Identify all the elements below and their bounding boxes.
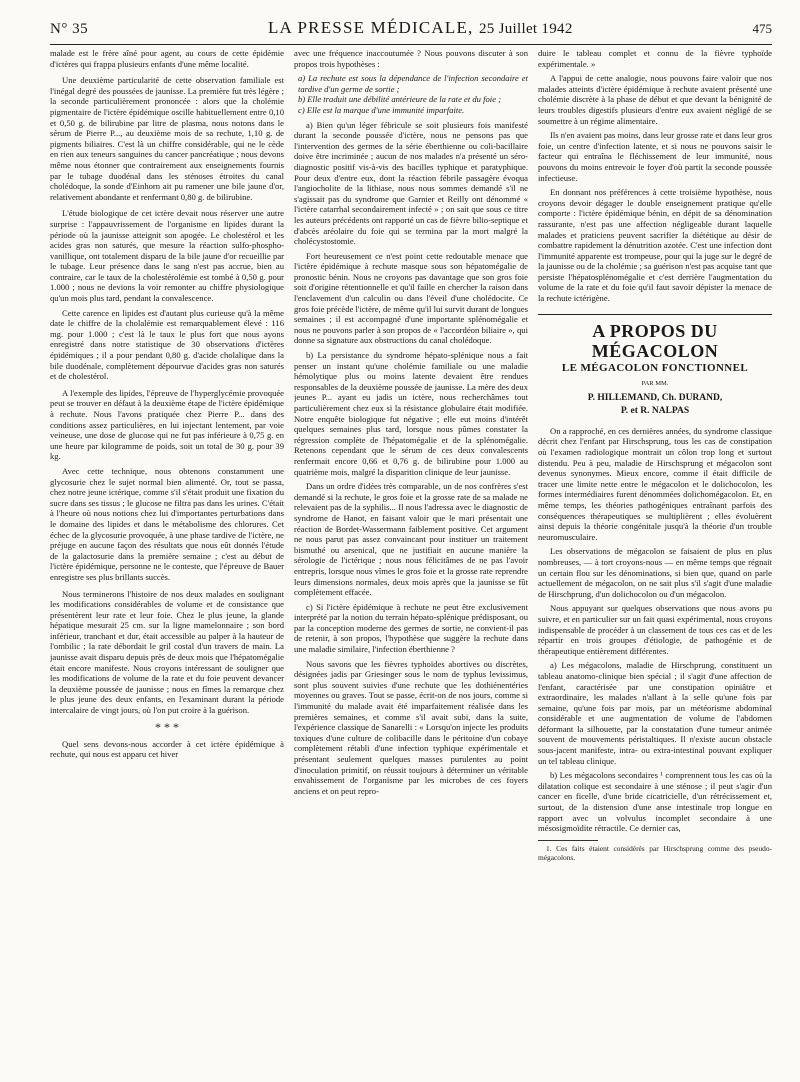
paragraph: L'étude biologique de cet ictère devait nous réserver une autre surprise : l'appauvrissement de l'organisme en lipides durant la période où la jaunisse atteignit son apogée. Le cholestérol et les acides gras non saturés, que mesure la réaction sulfo-phospho-vanillique, ont totalement disparu de la bile jaune d'or recueillie par le tubage. Leur présence dans le sang n'est pas accrue, bien au contraire, car le taux de la cholestérolémie est tombé à 0,50 g. pour 1.000 ; nous ne devions la voir remonter au chiffre physiologique qu'un mois plus tard, pendant la convalescence. [50,208,284,304]
paragraph: Nous terminerons l'histoire de nos deux malades en soulignant les modifications considérables de volume et de consistance que présentèrent leur rate et leur foie. Chez le plus jeune, la glande hépatique mesurait 25 cm. sur la ligne mamelonnaire ; son bord inférieur, tranchant et dur, était accessible au palper à la hauteur de l'ombilic ; la rate débordait le gril costal d'un travers de main. La jaunisse avait disparu depuis près de deux mois que l'hépatomégalie était encore manifeste. Nous croyons intéressant de souligner que les modifications de volume de la rate et du foie peuvent devancer la deuxième poussée de jaunisse ; nous en fîmes la remarque chez le plus jeune des deux enfants, en l'examinant durant la période intercalaire de vingt jours, où l'on put croire à la guérison. [50,588,284,716]
column-3 [538,48,772,1072]
paragraph: Cette carence en lipides est d'autant plus curieuse qu'à la même date le chiffre de la cholalémie est remarquablement élevé : 116 mg. pour 1.000 ; c'est là le taux le plus fort que nous ayons enregistré dans notre statistique de 30 observations d'ictères épidémiques ; il a pour pendant 0,80 g. d'acide cholalique dans la bile duodénale, complètement dépourvue d'acides gras non saturés et de cholestérol. [50,307,284,382]
article-divider [538,314,772,315]
article-subtitle: LE MÉGACOLON FONCTIONNEL [561,361,749,374]
byline-prefix: PAR MM. [641,380,669,388]
hypothesis-b: b) Elle traduit une débilité antérieure de la rate et du foie ; [298,94,502,105]
paragraph: b) Les mégacolons secondaires ¹ comprennent tous les cas où la dilatation colique est secondaire à une sténose ; il peut s'agir d'un cancer en ficelle, d'une bride cicatricielle, d'un rétrécissement et, surtout, de la distension d'une anse intestinale trop longue en rapport avec un volvulus incomplet secondaire à une mésosigmoïdite rétractile. Ce dernier cas, [538,770,772,834]
hypothesis-a: a) La rechute est sous la dépendance de l'infection secondaire et tardive d'un germe de sortie ; [298,73,528,94]
paragraph: duire le tableau complet et connu de la fièvre typhoïde expérimentale. » [538,48,772,69]
paragraph: On a rapproché, en ces dernières années, du syndrome classique décrit chez l'enfant par Hirschsprung, tous les cas de constipation où l'examen radiologique montrait un côlon trop long et surtout distendu. Peu à peu, maladie de Hirschsprung et mégacolon sont devenus synonymes. Mieux encore, comme il était difficile de tracer une limite nette entre le mégacolon et le dolichocolon, les formes intermédiaires furent dénommées dolichomégacolon. Et, en même temps, les théories pathogéniques entraînant parfois des conséquences thérapeutiques se multiplièrent ; elles évoluèrent ainsi depuis la théorie congénitale jusqu'à la théorie d'un trouble neuromusculaire. [538,425,772,542]
authors-line-2: P. et R. NALPAS [620,405,690,416]
authors-line-1: P. HILLEMAND, Ch. DURAND, [587,392,723,403]
article-title: A PROPOS DU MÉGACOLON [591,320,719,361]
paragraph: Une deuxième particularité de cette observation familiale est l'inégal degré des poussées de jaunisse. La première fut très légère ; la seconde particulièrement prononcée : alors que la cholémie pigmentaire de l'ictère épidémique oscille habituellement entre 0,10 et 0,50 g. de bilirubine par litre de plasma, nous notons dans le sérum de Pierre P..., au deuxième mois de sa rechute, 1,10 g. de pigments biliaires. C'est là un chiffre considérable, qui ne le cède en rien aux teneurs sanguines du cancer pancréatique ; nous devons même nous étonner que contrairement aux enseignements fournis par le tubage duodénal dans les sténoses étroites du canal cholédoque, la sonde d'Einhorn ait pu ramener une bile jaune d'or, relativement abondante et renfermant 0,80 g. de bilirubine. [50,75,284,202]
journal-title [268,18,573,38]
column-1 [50,48,284,1072]
footnote: 1. Ces faits étaient considérés par Hirschsprung comme des pseudo-mégacolons. [538,843,772,862]
issue-number: N° 35 [50,21,89,37]
article-authors [538,392,772,418]
paragraph: avec une fréquence inaccoutumée ? Nous pouvons discuter à son propos trois hypothèses : [294,48,528,69]
journal-name: LA PRESSE MÉDICALE, [267,18,474,37]
paragraph: Avec cette technique, nous obtenons constamment une glycosurie chez le sujet normal bien alimenté. Or, tout se passa, chez notre jeune ictérique, comme s'il s'était produit une fixation du sucre dans ses tissus ; le glucose ne filtra pas dans les urines. C'était à l'heure où nous notions chez lui d'importantes perturbations dans le domaine des lipides et dans le métabolisme des chlorures. Cet échec de la glycosurie provoquée, à une phase tardive de l'ictère, ne préjuge en aucune façon des résultats que nous eût donnés l'étude de la galactosurie dans la première semaine ; c'est au début de l'ictère épidémique, personne ne le conteste, que l'épreuve de Bauer enregistre ses plus brillants succès. [50,465,284,582]
paragraph: A l'exemple des lipides, l'épreuve de l'hyperglycémie provoquée peut se trouver en défaut à la deuxième étape de l'ictère épidémique à rechute. Nous l'avons pratiquée chez Pierre P... dans des conditions assez particulières, en lui injectant lentement, par voie veineuse, une dose de glucose qui ne fut pas inférieure à 0,75 g. en une heure par kilogramme de poids, soit un total de 30 g. pour 39 kg. [50,387,284,462]
paragraph: Nous appuyant sur quelques observations que nous avons pu suivre, et en particulier sur un fait quasi expérimental, nous croyons indispensable de procéder à un classement de tous ces cas et de les répartir en trois groupes d'étiologie, de pathogénie et de thérapeutique entièrement différentes. [538,603,772,656]
paragraph: A l'appui de cette analogie, nous pouvons faire valoir que nos malades atteints d'ictère épidémique à rechute avaient présenté une cholémie discrète à la phase de début et que devant la bénignité de leurs troubles digestifs plusieurs d'entre eux avaient négligé de se soumettre à un régime alimentaire. [538,73,772,126]
paragraph: En donnant nos préférences à cette troisième hypothèse, nous croyons devoir dégager le double enseignement pratique qu'elle comporte : l'ictère épidémique bénin, en dépit de sa dénomination rassurante, n'est pas une affection négligeable durant laquelle malades et praticiens peuvent sacrifier la diététique au désir de combattre rapidement la dénutrition azotée. C'est une infection dont l'immunité apparente est trompeuse, pour qui la juge sur le degré de la jaunisse ou de la cholémie ; sa guérison n'est pas acquise tant que persiste l'hépatosplénomégalie et c'est derrière l'augmentation du volume de la rate et du foie qu'il faut savoir dépister la menace de la rechute ictérigène. [538,187,772,304]
paragraph: b) La persistance du syndrome hépato-splénique nous a fait penser un instant qu'une cholémie familiale ou une maladie hémolytique plus ou moins latente devaient être rendues responsables de la deuxième poussée de jaunisse. La mère des deux jeunes P... ayant eu jadis un ictère, nous recherchâmes tout particulièrement chez eux si la résistance globulaire était modifiée. Notre enquête biologique fut négative ; elle eut moins d'intérêt quelques semaines plus tard, lorsque nous pûmes constater la régression complète de l'hépatomégalie et de la splénomégalie. Retenons cependant que le sérum de ces deux convalescents renfermait encore 0,66 et 0,76 g. de bilirubine pour 1.000 au quatrième mois, malgré la disparition clinique de leur jaunisse. [294,350,528,477]
section-separator: * * * [155,719,179,734]
footnote-rule [538,840,598,841]
paragraph: Fort heureusement ce n'est point cette redoutable menace que l'ictère épidémique à rechute masque sous son hépatomégalie de pronostic bénin. Nous ne croyons pas davantage que son gros foie soit d'origine rétentionnelle et qu'il faille en chercher la raison dans l'enclavement d'un calculin ou dans l'éveil d'une cholédocite. Ce gros foie précède l'ictère, de même qu'il lui survit durant de longues semaines ; il est accompagné d'une importante splénomégalie et nous ne pouvons parler à son propos de « l'accordéon biliaire », qui donne sa signature aux obstructions du canal cholédoque. [294,250,528,346]
column-2 [294,48,528,1072]
paragraph: Dans un ordre d'idées très comparable, un de nos confrères s'est demandé si la rechute, le gros foie et la grosse rate de sa malade ne relevaient pas de la syphilis... Il nous l'adressa avec le diagnostic de syndrome de Hanot, en faisant valoir que le mari présentait une réaction de Bordet-Wassermann faiblement positive. Cet argument ne nous parut pas assez convaincant pour instituer un traitement bismuthé ou arsenical, que ne justifiait en aucune manière la sérologie de l'ictérique ; nous nous félicitâmes de ne pas l'avoir entrepris, lorsque nous vîmes le gros foie et la grosse rate reprendre leurs dimensions normales, deux mois après que la jaunisse se fût complètement effacée. [294,481,528,598]
paragraph: a) Les mégacolons, maladie de Hirschprung, constituent un tableau anatomo-clinique bien spécial ; il s'agit d'une affection de l'enfant, caractérisée par une constipation opiniâtre et extraordinaire, les malades n'allant à la selle qu'une fois par semaine, qu'une fois par mois, par un météorisme abdominal considérable et une augmentation de volume de l'abdomen déformant la silhouette, par la constatation d'une tumeur animée souvent de mouvements péristaltiques. Il n'existe aucun obstacle sous-jacent manifeste, intra- ou extra-intestinal pouvant expliquer un tel tableau clinique. [538,660,772,766]
paragraph: Nous savons que les fièvres typhoïdes abortives ou discrètes, désignées jadis par Griesinger sous le nom de typhus levissimus, sont plus souvent suivies d'une rechute que les dothiénentéries moyennes ou graves. Tout se passe, écrit-on de nos jours, comme si l'immunité du malade avait été imparfaitement réalisée dans les premières semaines, et comme s'il avait subi, dans la suite, l'expérience classique de Sanarelli : « Lorsqu'on injecte les produits toxiques d'une culture de colibacille dans le péritoine d'un cobaye complètement rétabli d'une infection typhique expérimentale et présentant seulement quelques masses purulentes au point d'inoculation primitif, on réussit toujours à déterminer un véritable envahissement de l'organisme par les microbes de ces foyers anciens et on peut repro- [294,658,528,796]
paragraph: Quel sens devons-nous accorder à cet ictère épidémique à rechute, qui nous est apparu cet hiver [50,738,284,760]
hypothesis-c: c) Elle est la marque d'une immunité imparfaite. [298,104,465,115]
paragraph: Ils n'en avaient pas moins, dans leur grosse rate et dans leur gros foie, un centre d'infection latente, et si nous ne pouvons saisir le facteur qui entraîna le fléchissement de leur immunité, nous pouvons du moins entrevoir le foyer d'où partit la seconde poussée infectieuse. [538,130,772,183]
page-number: 475 [752,21,772,36]
paragraph: a) Bien qu'un léger fébricule se soit plusieurs fois manifesté durant la seconde poussée d'ictère, nous ne pensons pas que l'intervention des germes de la série éberthienne ou coli-bacillaire doive être incriminée ; aucun de nos malades n'a présenté un séro-diagnostic positif vis-à-vis des bacilles typhique et paratyphique. Pour deux d'entre eux, dont la réaction fébrile passagère évoqua l'angiocholite de la lithiase, nous nous sommes demandé s'il ne s'agissait pas du syndrome que Garnier et Reilly ont dénommé « l'ictère catarrhal secondairement infecté » ; on sait que sous ce titre les auteurs précédents ont rapporté un cas de fièvre bilio-septique et d'abcès aréolaire du foie qui se termina par la mort malgré la cholécystostomie. [294,119,528,247]
text-columns [50,48,772,1072]
paragraph: malade est le frère aîné pour agent, au cours de cette épidémie d'ictères qui frappa plusieurs enfants d'une même localité. [50,48,284,69]
issue-date: 25 Juillet 1942 [478,21,573,37]
paragraph: c) Si l'ictère épidémique à rechute ne peut être exclusivement interprété par la notion du terrain hépato-splénique prédisposant, ou par la conception moderne des germes de sortie, ne convient-il pas de retenir, à son propos, l'hypothèse que suggère la rechute dans une maladie similaire, l'infection éberthienne ? [294,601,528,655]
paragraph: Les observations de mégacolon se faisaient de plus en plus nombreuses, — à tort croyons-nous — en même temps que régnait un certain flou sur les dénominations, si bien que, quand on parle actuellement de mégacolon, on ne sait plus s'il s'agit d'une maladie de Hirschprung, d'un dolichocolon ou d'un mégacolon. [538,546,772,599]
page-header [50,18,772,45]
